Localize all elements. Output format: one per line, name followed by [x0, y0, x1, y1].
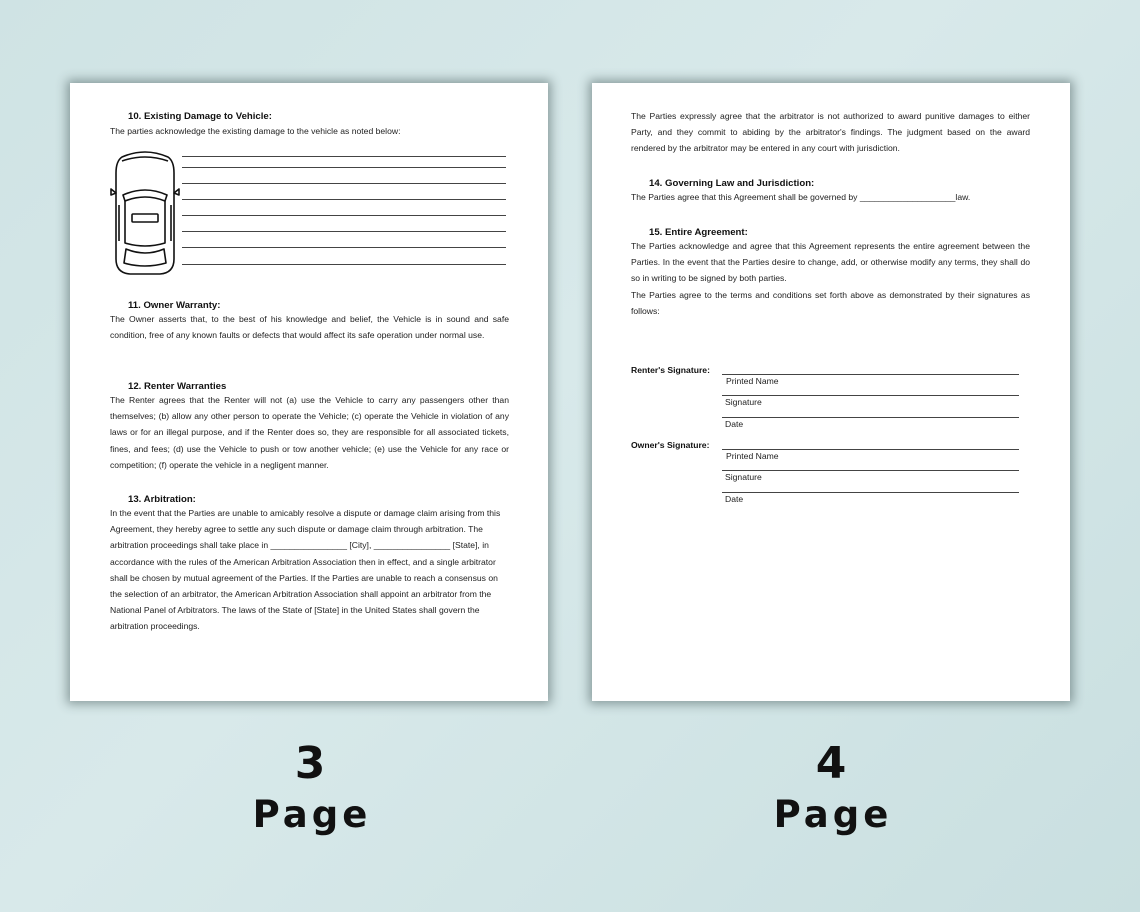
car-top-view-icon [110, 149, 180, 277]
page-number-left: 3 [294, 738, 326, 789]
renter-signature-line[interactable] [722, 374, 1019, 375]
renter-printed-name-label: Printed Name [726, 376, 779, 386]
section-14-heading: 14. Governing Law and Jurisdiction: [649, 178, 815, 189]
section-10-text: The parties acknowledge the existing damage to the vehicle as noted below: [110, 126, 401, 136]
owner-date-line[interactable] [722, 492, 1019, 493]
renter-date-line[interactable] [722, 417, 1019, 418]
owner-signature-caption: Signature [725, 472, 762, 482]
owner-signature-label: Owner's Signature: [631, 440, 710, 450]
renter-printed-name-line[interactable] [722, 395, 1019, 396]
section-10-heading: 10. Existing Damage to Vehicle: [128, 111, 272, 122]
damage-note-line[interactable] [182, 199, 506, 200]
page-number-right: 4 [815, 738, 847, 789]
section-15-closing-text: The Parties agree to the terms and conditions set forth above as demonstrated by their signatures as follows: [631, 290, 1030, 317]
section-15-heading: 15. Entire Agreement: [649, 227, 748, 238]
owner-date-label: Date [725, 494, 744, 504]
damage-note-line[interactable] [182, 231, 506, 232]
damage-note-line[interactable] [182, 167, 506, 168]
renter-signature-caption: Signature [725, 397, 762, 407]
document-page-4 [592, 83, 1070, 701]
damage-note-line[interactable] [182, 215, 506, 216]
page-word-right: Page [773, 793, 893, 836]
section-13-text: In the event that the Parties are unable to amicably resolve a dispute or damage claim arising from this Agreement, they hereby agree to settle any such dispute or damage claim through arbitration. The arbitration proceedings shall take place in ________________ [City], ________________ [State], in accordance with the rules of the American Arbitration Association then in effect, and a single arbitrator shall be chosen by mutual agreement of the Parties. If the Parties are unable to reach a consensus on the selection of an arbitrator, the American Arbitration Association shall appoint an arbitrator from the National Panel of Arbitrators. The laws of the State of [State] in the United States shall govern the arbitration proceedings. [110, 508, 501, 632]
arbitration-continued-text: The Parties expressly agree that the arbitrator is not authorized to award punitive damages to either Party, and they commit to abiding by the arbitrator's findings. The judgment based on the award rendered by the arbitrator may be entered in any court with jurisdiction. [631, 111, 1030, 154]
damage-note-line[interactable] [182, 247, 506, 248]
section-15-text: The Parties acknowledge and agree that this Agreement represents the entire agreement between the Parties. In the event that the Parties desire to change, add, or otherwise modify any terms, they shall do so in writing to be signed by both parties. [631, 241, 1030, 284]
damage-note-line[interactable] [182, 156, 506, 157]
owner-signature-line[interactable] [722, 449, 1019, 450]
damage-note-line[interactable] [182, 264, 506, 265]
section-14-text: The Parties agree that this Agreement shall be governed by ____________________law. [631, 192, 971, 202]
page-word-left: Page [252, 793, 372, 836]
owner-printed-name-label: Printed Name [726, 451, 779, 461]
owner-printed-name-line[interactable] [722, 470, 1019, 471]
section-12-text: The Renter agrees that the Renter will not (a) use the Vehicle to carry any passengers other than themselves; (b) allow any other person to operate the Vehicle; (c) operate the Vehicle in violation of any laws or for an illegal purpose, and if the Renter does so, they are responsible for all associated tickets, fines, and fees; (d) use the Vehicle to push or tow another vehicle; (e) use the Vehicle for any race or competition; (f) operate the vehicle in a negligent manner. [110, 395, 509, 470]
section-11-text: The Owner asserts that, to the best of his knowledge and belief, the Vehicle is in sound and safe condition, free of any known faults or defects that would affect its safe operation under normal use. [110, 314, 509, 341]
renter-signature-label: Renter's Signature: [631, 365, 710, 375]
damage-note-line[interactable] [182, 183, 506, 184]
document-page-3 [70, 83, 548, 701]
section-13-heading: 13. Arbitration: [128, 494, 196, 505]
section-11-heading: 11. Owner Warranty: [128, 300, 221, 311]
renter-date-label: Date [725, 419, 744, 429]
section-12-heading: 12. Renter Warranties [128, 381, 227, 392]
